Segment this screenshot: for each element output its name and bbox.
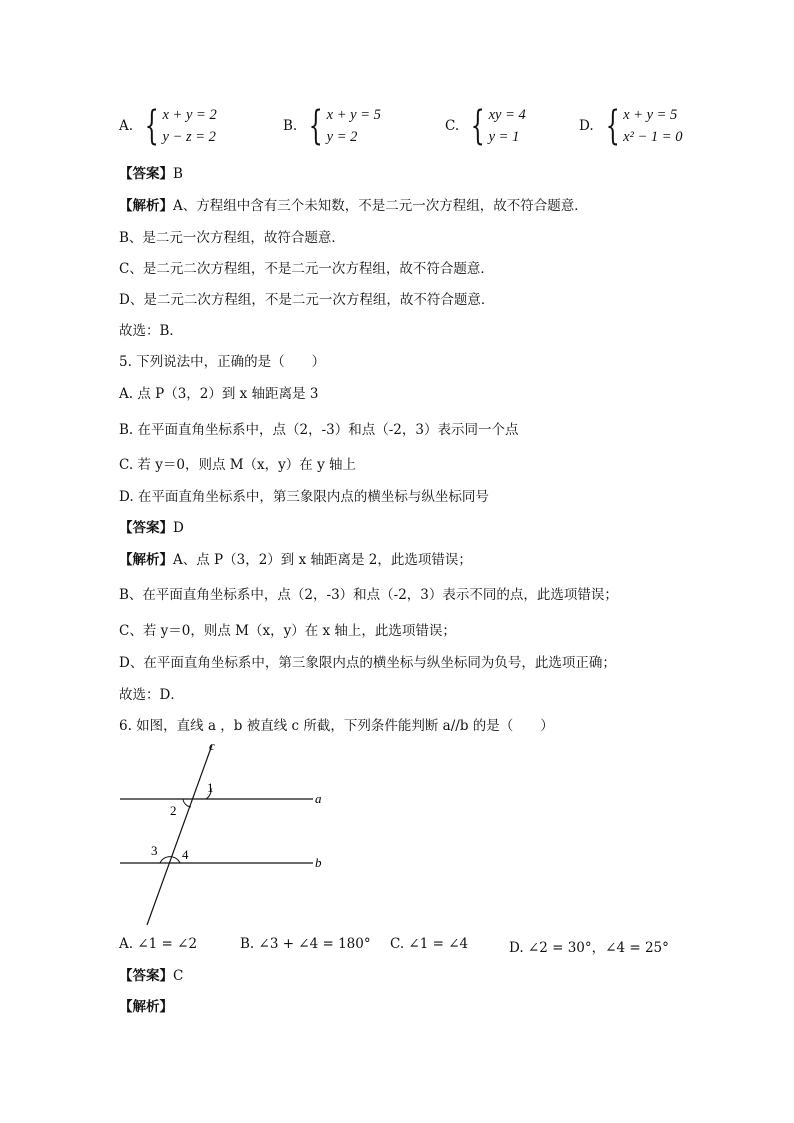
- q5-conclusion: 故选：D．: [119, 687, 184, 703]
- q5-option-b: B. 在平面直角坐标系中，点（2，-3）和点（-2，3）表示同一个点: [119, 422, 519, 438]
- q4-explanation-a: 【解析】A、方程组中含有三个未知数，不是二元一次方程组，故不符合题意．: [119, 198, 588, 214]
- equation: x² − 1 = 0: [623, 129, 683, 145]
- equation: xy = 4: [488, 107, 526, 123]
- line-c: [147, 745, 212, 925]
- q4-conclusion: 故选：B．: [119, 323, 183, 339]
- option-label: D.: [579, 118, 594, 134]
- option-label: C.: [445, 118, 460, 134]
- option-label: B.: [283, 118, 298, 134]
- equation: x + y = 2: [162, 107, 217, 123]
- q6-explanation-tag: 【解析】: [119, 999, 173, 1015]
- label-a: a: [315, 791, 322, 806]
- q6-figure: [115, 738, 345, 930]
- brace-icon: {: [470, 103, 485, 149]
- label-3: 3: [151, 843, 158, 858]
- q4-explanation-b: B、是二元一次方程组，故符合题意．: [119, 230, 345, 246]
- q6-option-d: D. ∠2 = 30°，∠4 = 25°: [509, 940, 669, 956]
- q4-option-a: [119, 104, 217, 148]
- q5-option-a: A. 点 P（3，2）到 x 轴距离是 3: [119, 386, 319, 402]
- q5-explanation-c: C、若 y＝0，则点 M（x，y）在 x 轴上，此选项错误；: [119, 623, 456, 639]
- q4-option-b: [283, 104, 381, 148]
- q5-option-d: D. 在平面直角坐标系中，第三象限内点的横坐标与纵坐标同号: [119, 489, 489, 505]
- q5-explanation-b: B、在平面直角坐标系中，点（2，-3）和点（-2，3）表示不同的点，此选项错误；: [119, 587, 618, 603]
- q4-option-d: [579, 104, 682, 148]
- q5-stem: 5. 下列说法中，正确的是（ ）: [119, 354, 326, 370]
- q5-option-c: C. 若 y＝0，则点 M（x，y）在 y 轴上: [119, 457, 357, 473]
- brace-icon: {: [308, 103, 323, 149]
- equation: y = 1: [488, 129, 520, 145]
- q4-explanation-d: D、是二元二次方程组，不是二元一次方程组，故不符合题意．: [119, 292, 495, 308]
- label-1: 1: [207, 780, 214, 795]
- q5-explanation-d: D、在平面直角坐标系中，第三象限内点的横坐标与纵坐标同为负号，此选项正确；: [119, 655, 616, 671]
- label-c: c: [209, 738, 215, 753]
- brace-icon: {: [605, 103, 620, 149]
- equation: x + y = 5: [326, 107, 381, 123]
- label-b: b: [315, 855, 322, 870]
- equation: x + y = 5: [623, 107, 678, 123]
- q6-option-a: A. ∠1 = ∠2: [119, 936, 198, 952]
- q4-answer: 【答案】B: [119, 166, 183, 182]
- q6-stem: 6. 如图，直线 a ，b 被直线 c 所截，下列条件能判断 a//b 的是（ ）: [119, 718, 554, 734]
- q4-option-c: [445, 104, 526, 148]
- q6-answer: 【答案】C: [119, 968, 184, 984]
- q6-option-b: B. ∠3 + ∠4 = 180°: [240, 936, 371, 952]
- q4-explanation-c: C、是二元二次方程组，不是二元一次方程组，故不符合题意．: [119, 261, 494, 277]
- equation: y = 2: [326, 129, 358, 145]
- brace-icon: {: [144, 103, 159, 149]
- label-4: 4: [182, 847, 189, 862]
- equation: y − z = 2: [162, 129, 216, 145]
- label-2: 2: [170, 803, 177, 818]
- q5-answer: 【答案】D: [119, 520, 184, 536]
- q6-option-c: C. ∠1 = ∠4: [390, 936, 469, 952]
- q5-explanation-a: 【解析】A、点 P（3，2）到 x 轴距离是 2，此选项错误；: [119, 552, 472, 568]
- option-label: A.: [119, 118, 134, 134]
